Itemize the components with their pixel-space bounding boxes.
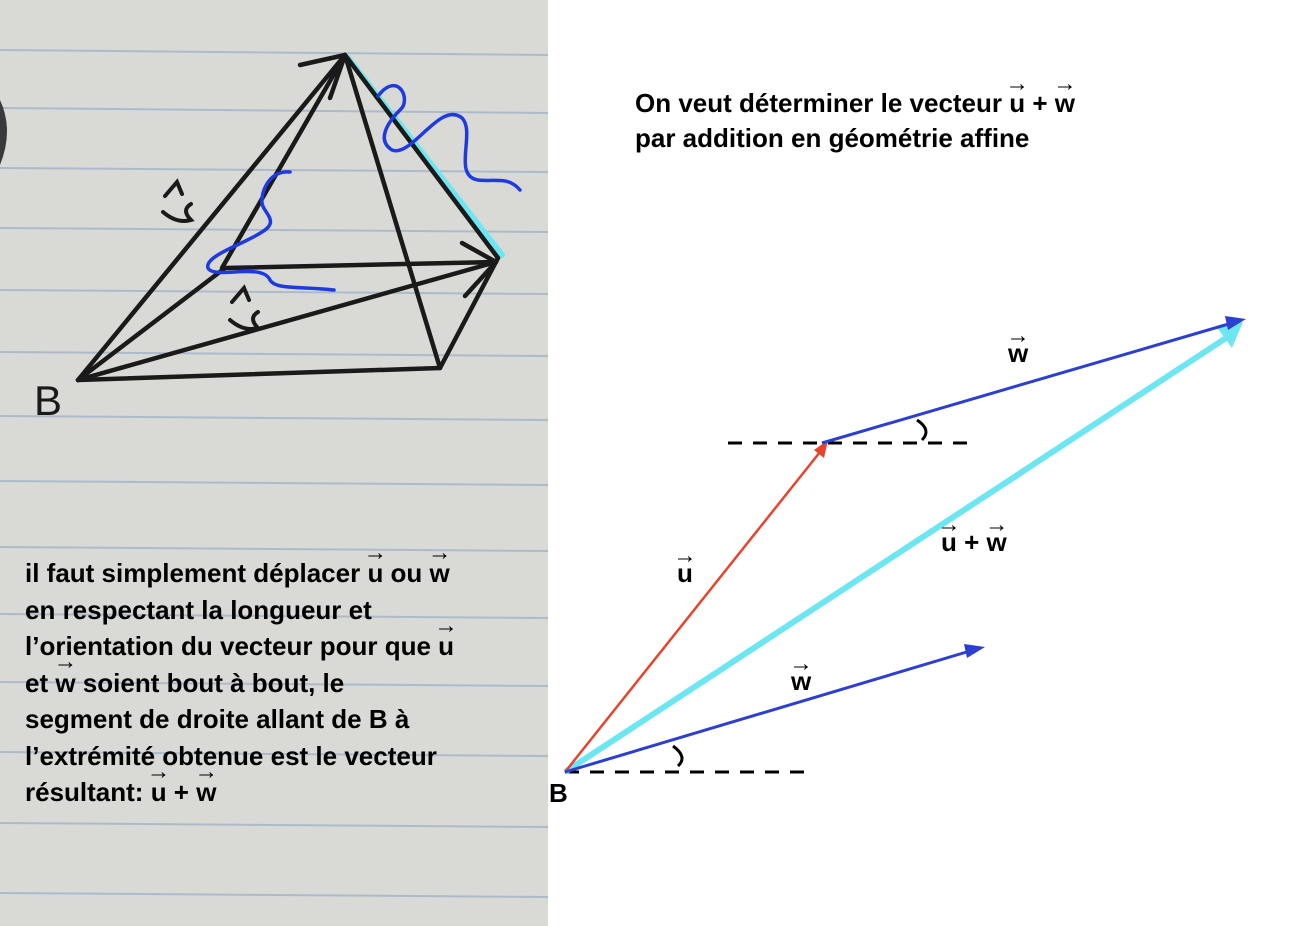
explanation-vector-u-2: → u xyxy=(438,628,454,665)
label-w-translated: → w xyxy=(1008,338,1028,369)
explanation-vector-w-2: → w xyxy=(55,665,75,702)
page-title xyxy=(635,86,1075,156)
explanation-vector-u: → u xyxy=(367,555,383,592)
explanation-line-6: l’extrémité obtenue est le vecteur xyxy=(25,740,437,771)
label-u: → u xyxy=(677,558,693,589)
sketch-label-b: B xyxy=(34,377,63,424)
vector-u xyxy=(565,440,828,772)
explanation-vector-u-3: → u xyxy=(151,774,167,811)
angle-arc-top xyxy=(917,420,926,440)
title-plus: + xyxy=(1025,88,1055,118)
title-text: On veut déterminer le vecteur xyxy=(635,88,1010,118)
label-u-plus-w: → u + → w xyxy=(941,527,1007,558)
explanation-line-4: et → w soient bout à bout, le xyxy=(25,665,454,702)
title-vector-w: → w xyxy=(1055,86,1075,121)
label-point-b: B xyxy=(549,778,568,808)
title-vector-u: → u xyxy=(1009,86,1025,121)
explanation-vector-w: → w xyxy=(430,555,450,592)
angle-arc-bottom xyxy=(673,746,682,766)
explanation-line-5: segment de droite allant de B à xyxy=(25,704,410,734)
label-w: → w xyxy=(791,666,811,697)
title-line-2: par addition en géométrie affine xyxy=(635,123,1030,153)
vector-w xyxy=(565,644,985,772)
vector-w-translated xyxy=(822,316,1246,443)
explanation-line-7: résultant: → u + → w xyxy=(25,774,454,811)
explanation-line-2: en respectant la longueur et xyxy=(25,594,372,625)
explanation-vector-w-3: → w xyxy=(196,774,216,811)
explanation-line-1: il faut simplement déplacer → u ou → w xyxy=(25,555,454,592)
title-line-1 xyxy=(635,86,1075,121)
explanation-text xyxy=(25,555,454,811)
explanation-line-3: l’orientation du vecteur pour que → u xyxy=(25,628,454,665)
vector-u-plus-w xyxy=(565,322,1243,772)
